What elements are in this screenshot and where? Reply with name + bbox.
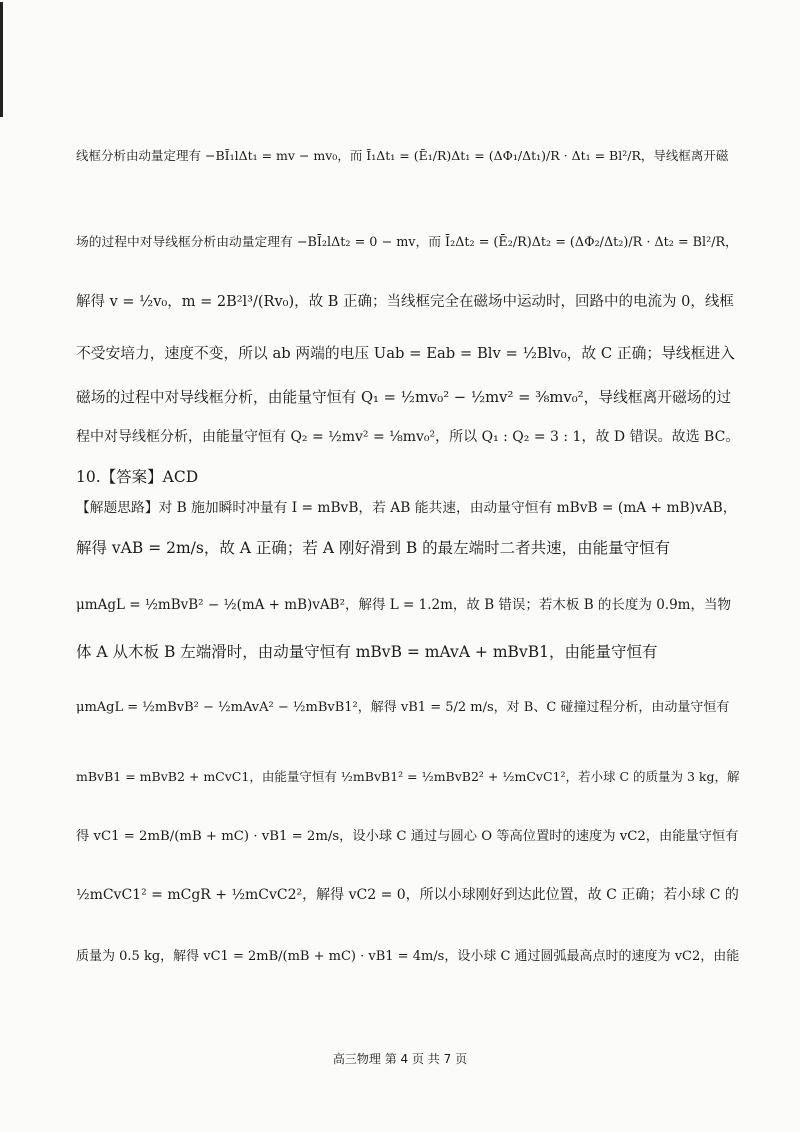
- text-line: μmAgL = ½mBvB² − ½(mA + mB)vAB²，解得 L = 1.2m，故 B 错误；若木板 B 的长度为 0.9m，当物: [76, 597, 731, 613]
- text-line: ½mCvC1² = mCgR + ½mCvC2²，解得 vC2 = 0，所以小球刚好到达此位置，故 C 正确；若小球 C 的: [76, 887, 739, 903]
- text-line: 磁场的过程中对导线框分析，由能量守恒有 Q₁ = ½mv₀² − ½mv² = ⅜mv₀²，导线框离开磁场的过: [76, 389, 732, 406]
- page-footer: 高三物理 第 4 页 共 7 页: [332, 1052, 468, 1066]
- scan-edge-mark: [0, 2, 3, 117]
- text-line: 场的过程中对导线框分析由动量定理有 −BĪ₂lΔt₂ = 0 − mv，而 Ī₂Δt₂ = (Ē₂/R)Δt₂ = (ΔΦ₂/Δt₂)/R · Δt₂ = Bl²/R，: [76, 235, 738, 250]
- text-line: 线框分析由动量定理有 −BĪ₁lΔt₁ = mv − mv₀，而 Ī₁Δt₁ = (Ē₁/R)Δt₁ = (ΔΦ₁/Δt₁)/R · Δt₁ = Bl²/R，导线框离开磁: [76, 148, 729, 163]
- text-line: 解得 v = ½v₀，m = 2B²l³/(Rv₀)，故 B 正确；当线框完全在磁场中运动时，回路中的电流为 0，线框: [76, 294, 734, 310]
- text-line: 程中对导线框分析，由能量守恒有 Q₂ = ½mv² = ⅛mv₀²，所以 Q₁ : Q₂ = 3 : 1，故 D 错误。故选 BC。: [76, 429, 740, 445]
- text-line: mBvB1 = mBvB2 + mCvC1，由能量守恒有 ½mBvB1² = ½mBvB2² + ½mCvC1²，若小球 C 的质量为 3 kg，解: [76, 769, 740, 784]
- text-line: μmAgL = ½mBvB² − ½mAvA² − ½mBvB1²，解得 vB1 = 5/2 m/s，对 B、C 碰撞过程分析，由动量守恒有: [76, 700, 730, 715]
- text-line: 不受安培力，速度不变，所以 ab 两端的电压 Uab = Eab = Blv = ½Blv₀，故 C 正确；导线框进入: [76, 345, 735, 362]
- text-line: 【解题思路】对 B 施加瞬时冲量有 I = mBvB，若 AB 能共速，由动量守恒有 mBvB = (mA + mB)vAB，: [76, 500, 737, 516]
- text-line: 解得 vAB = 2m/s，故 A 正确；若 A 刚好滑到 B 的最左端时二者共速，由能量守恒有: [76, 539, 671, 557]
- answer-heading: 10.【答案】ACD: [76, 468, 199, 486]
- text-line: 质量为 0.5 kg，解得 vC1 = 2mB/(mB + mC) · vB1 = 4m/s，设小球 C 通过圆弧最高点时的速度为 vC2，由能: [76, 949, 740, 964]
- text-line: 得 vC1 = 2mB/(mB + mC) · vB1 = 2m/s，设小球 C 通过与圆心 O 等高位置时的速度为 vC2，由能量守恒有: [76, 829, 739, 844]
- text-line: 体 A 从木板 B 左端滑时，由动量守恒有 mBvB = mAvA + mBvB1，由能量守恒有: [76, 643, 658, 661]
